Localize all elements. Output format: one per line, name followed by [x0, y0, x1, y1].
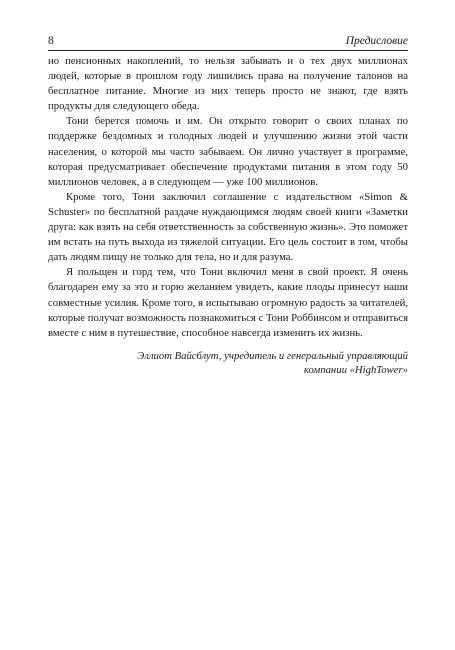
running-title: Предисловие	[345, 35, 408, 47]
signature-line-company: компании «HighTower»	[303, 363, 408, 376]
paragraph: Тони берется помочь и им. Он открыто говорит о своих планах по поддержке бездомных и голодных людей и улучшению жизни этой части населения, о которой мы часто забываем. Он лично участвует в программе, которая предусматривает обеспечение продуктами питания в этом году 50 миллионов человек, а в следующем — уже 100 миллионов.	[48, 115, 408, 188]
paragraph-continued: но пенсионных накоплений, то нельзя забывать и о тех двух миллионах людей, которые в прошлом году лишились права на получение талонов на бесплатное питание. Многие из них теперь просто не знают, где взять продукты для следующего обеда.	[48, 55, 408, 113]
paragraph: Я польщен и горд тем, что Тони включил меня в свой проект. Я очень благодарен ему за это и горю желанием увидеть, какие плоды принесут наши совместные усилия. Кроме того, я испытываю огромную радость за читателей, которые получат возможность познакомиться с Тони Роббинсом и отправиться вместе с ним в путешествие, способное навсегда изменить их жизнь.	[48, 266, 408, 339]
author-signature	[48, 349, 408, 377]
body-text	[48, 54, 408, 377]
page-header	[48, 34, 408, 51]
paragraph: Кроме того, Тони заключил соглашение с издательством «Simon & Schuster» по бесплатной раздаче нуждающимся людям своей книги «Заметки друга: как взять на себя ответственность за собственную жизнь». Это поможет им встать на путь выхода из тяжелой ситуации. Его цель состоит в том, чтобы дать людям пищу не только для тела, но и для разума.	[48, 190, 408, 264]
page-number: 8	[48, 35, 54, 47]
signature-line-name-title: Эллиот Вайсблут, учредитель и генеральный управляющий	[137, 349, 408, 362]
